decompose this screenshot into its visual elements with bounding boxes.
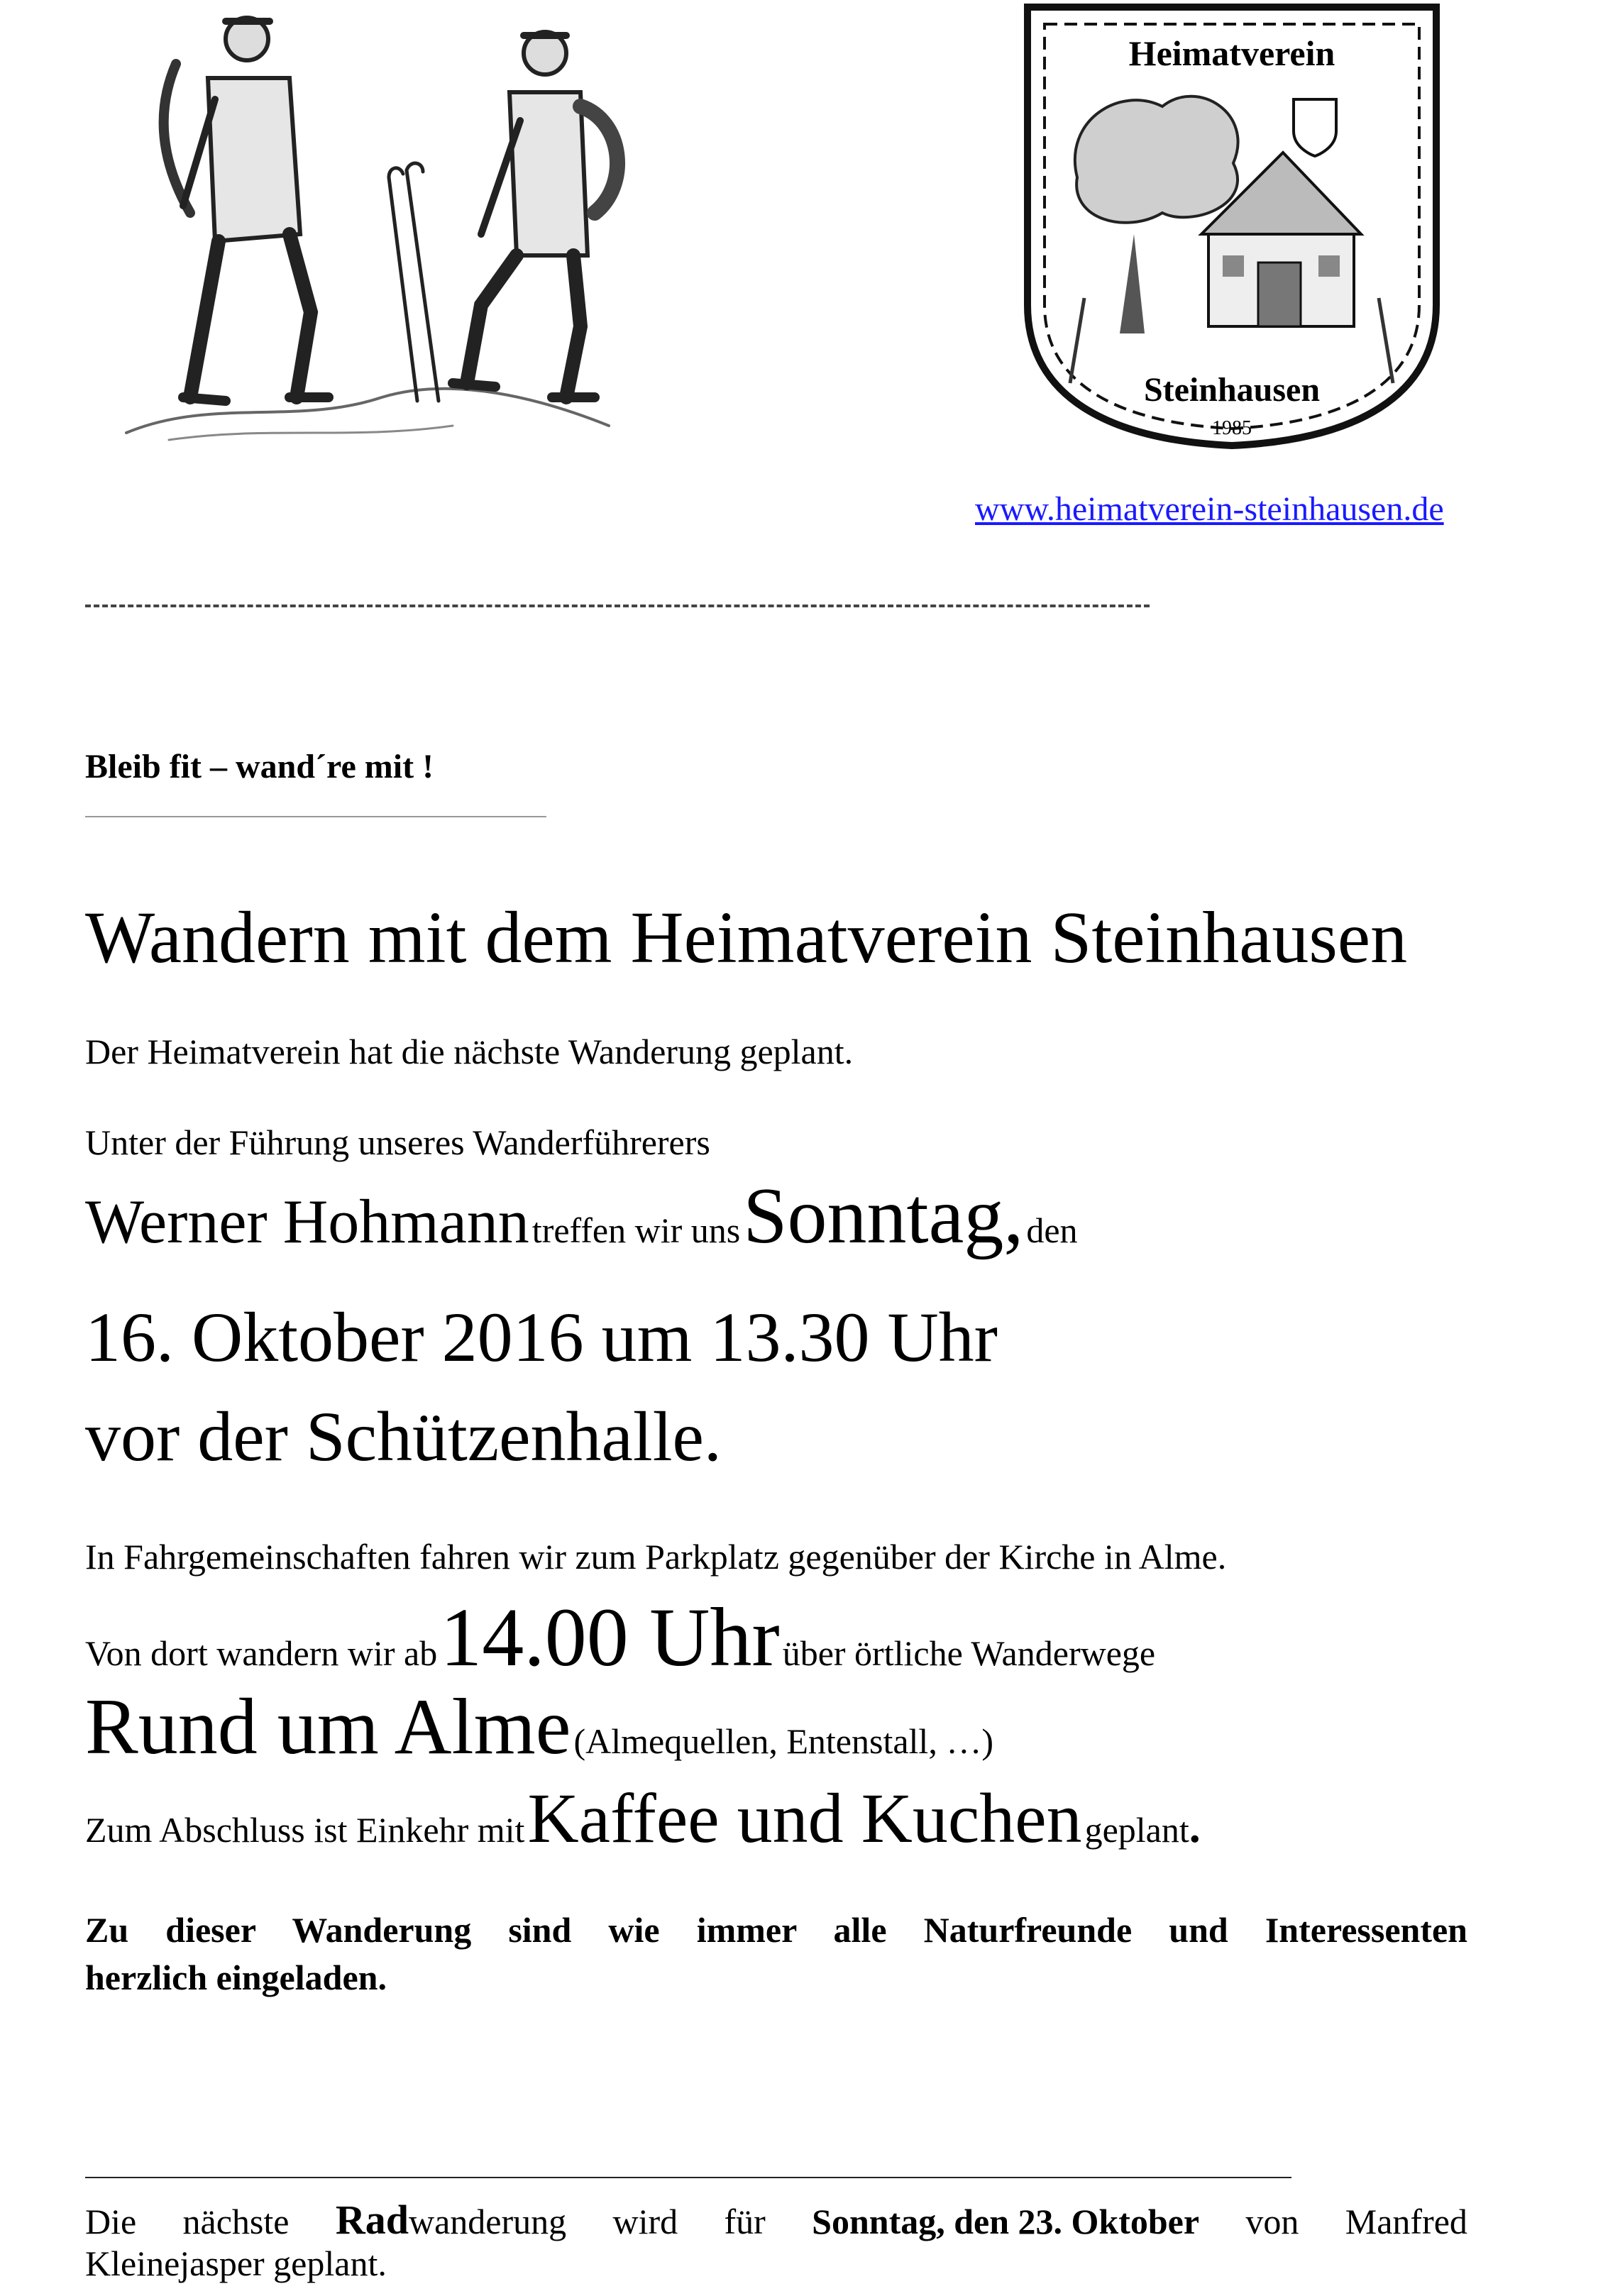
slogan: Bleib fit – wand´re mit ! (85, 748, 434, 785)
start-prefix: Von dort wandern wir ab (85, 1633, 438, 1673)
bike-radwanderung (336, 2195, 566, 2245)
meeting-datetime: 16. Oktober 2016 um 13.30 Uhr (85, 1298, 998, 1376)
bike-wanderung: wanderung (408, 2202, 567, 2241)
dashed-divider (85, 605, 1150, 607)
heimatverein-crest-logo (1020, 0, 1443, 453)
bike-word: nächste (182, 2202, 290, 2241)
invitation-line1: Zu dieser Wanderung sind wie immer alle Naturfreunde und Interessenten (85, 1910, 1467, 1950)
start-time: 14.00 Uhr (440, 1591, 780, 1684)
guide-line: Unter der Führung unseres Wanderführerers (85, 1122, 710, 1162)
bike-word: Manfred (1345, 2202, 1467, 2241)
intro-text: Der Heimatverein hat die nächste Wanderung geplant. (85, 1032, 854, 1071)
finale-period: . (1189, 1801, 1201, 1852)
bike-word: wird (612, 2202, 678, 2241)
finale-highlight: Kaffee und Kuchen (527, 1779, 1082, 1858)
crest-place: Steinhausen (1143, 371, 1321, 409)
slogan-underline (85, 816, 546, 817)
finale-prefix: Zum Abschluss ist Einkehr mit (85, 1810, 525, 1850)
bike-word: für (724, 2202, 766, 2241)
route-line (85, 1682, 993, 1773)
bottom-divider (85, 2177, 1291, 2178)
meeting-place: vor der Schützenhalle. (85, 1397, 722, 1476)
finale-suffix: geplant (1084, 1810, 1189, 1850)
route-name: Rund um Alme (85, 1683, 571, 1771)
invitation-line2: herzlich eingeladen. (85, 1958, 387, 1997)
bike-rad: Rad (335, 2197, 409, 2243)
meeting-line (85, 1171, 1078, 1262)
carpool-text: In Fahrgemeinschaften fahren wir zum Parkplatz gegenüber der Kirche in Alme. (85, 1537, 1227, 1577)
hikers-illustration (84, 0, 630, 451)
website-link[interactable]: www.heimatverein-steinhausen.de (975, 490, 1444, 528)
finale-line (85, 1777, 1201, 1859)
route-details: (Almequellen, Entenstall, …) (573, 1721, 993, 1761)
meeting-text: treffen wir uns (531, 1210, 741, 1250)
bike-date: Sonntag, den 23. Oktober (812, 2202, 1200, 2241)
bike-word: Die (85, 2202, 137, 2241)
crest-year: 1985 (1212, 417, 1252, 439)
crest-title: Heimatverein (1128, 33, 1335, 73)
start-suffix: über örtliche Wanderwege (782, 1633, 1156, 1673)
meeting-den: den (1026, 1210, 1078, 1250)
meeting-day: Sonntag, (743, 1172, 1024, 1260)
bike-tour-line1 (85, 2195, 1467, 2245)
start-line (85, 1589, 1155, 1686)
bike-tour-line2: Kleinejasper geplant. (85, 2243, 387, 2283)
bike-word: von (1245, 2202, 1299, 2241)
leader-name: Werner Hohmann (85, 1188, 529, 1257)
page-title: Wandern mit dem Heimatverein Steinhausen (85, 897, 1408, 978)
